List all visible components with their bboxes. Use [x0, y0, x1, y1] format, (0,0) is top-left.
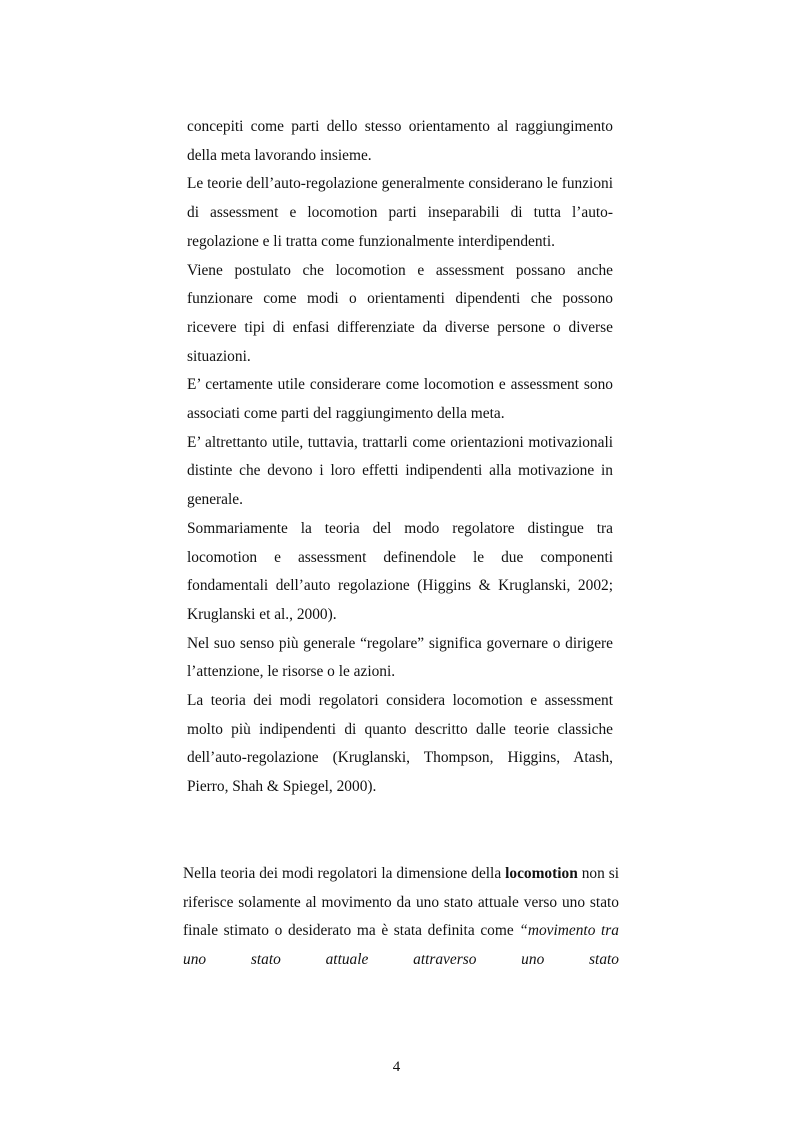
body-text-block [187, 113, 613, 802]
locomotion-italic-quote: “movimento tra uno stato attuale attraverso uno stato [183, 922, 619, 969]
locomotion-bold-term: locomotion [505, 865, 578, 882]
locomotion-intro-text: Nella teoria dei modi regolatori la dimensione della [183, 865, 506, 882]
paragraph-summary: Sommariamente la teoria del modo regolatore distingue tra locomotion e assessment definendole le due componenti fondamentali dell’auto regolazione (Higgins & Kruglanski, 2002; Kruglanski et al., 2000). [187, 519, 613, 623]
paragraph-continuation: concepiti come parti dello stesso orientamento al raggiungimento della meta lavorando insieme. [187, 118, 613, 164]
paragraph-self-regulation-theories: Le teorie dell’auto-regolazione generalmente considerano le funzioni di assessment e locomotion parti inseparabili di tutta l’auto-regolazione e li tratta come funzionalmente interdipendenti. [187, 175, 613, 250]
paragraph-regulate-meaning: Nel suo senso più generale “regolare” significa governare o dirigere l’attenzione, le risorse o le azioni. [187, 634, 613, 681]
locomotion-definition-block [183, 860, 619, 975]
paragraph-useful-consideration: E’ certamente utile considerare come locomotion e assessment sono associati come parti del raggiungimento della meta. [187, 376, 613, 423]
locomotion-middle-text: non si riferisce solamente al movimento da uno stato attuale verso uno stato finale stimato o desiderato ma è stata definita come [183, 865, 620, 940]
page-number: 4 [392, 1059, 401, 1075]
paragraph-postulate: Viene postulato che locomotion e assessment possano anche funzionare come modi o orientamenti dipendenti che possono ricevere tipi di enfasi differenziate da diverse persone o diverse situazioni. [187, 261, 613, 365]
paragraph-locomotion-definition [183, 860, 619, 975]
paragraph-regulatory-mode-theory: La teoria dei modi regolatori considera locomotion e assessment molto più indipendenti di quanto descritto dalle teorie classiche dell’auto-regolazione (Kruglanski, Thompson, Higgins, Atash, Pierro, Shah & Spiegel, 2000). [187, 692, 613, 796]
paragraph-motivational-orientations: E’ altrettanto utile, tuttavia, trattarli come orientazioni motivazionali distinte che devono i loro effetti indipendenti alla motivazione in generale. [187, 433, 613, 509]
